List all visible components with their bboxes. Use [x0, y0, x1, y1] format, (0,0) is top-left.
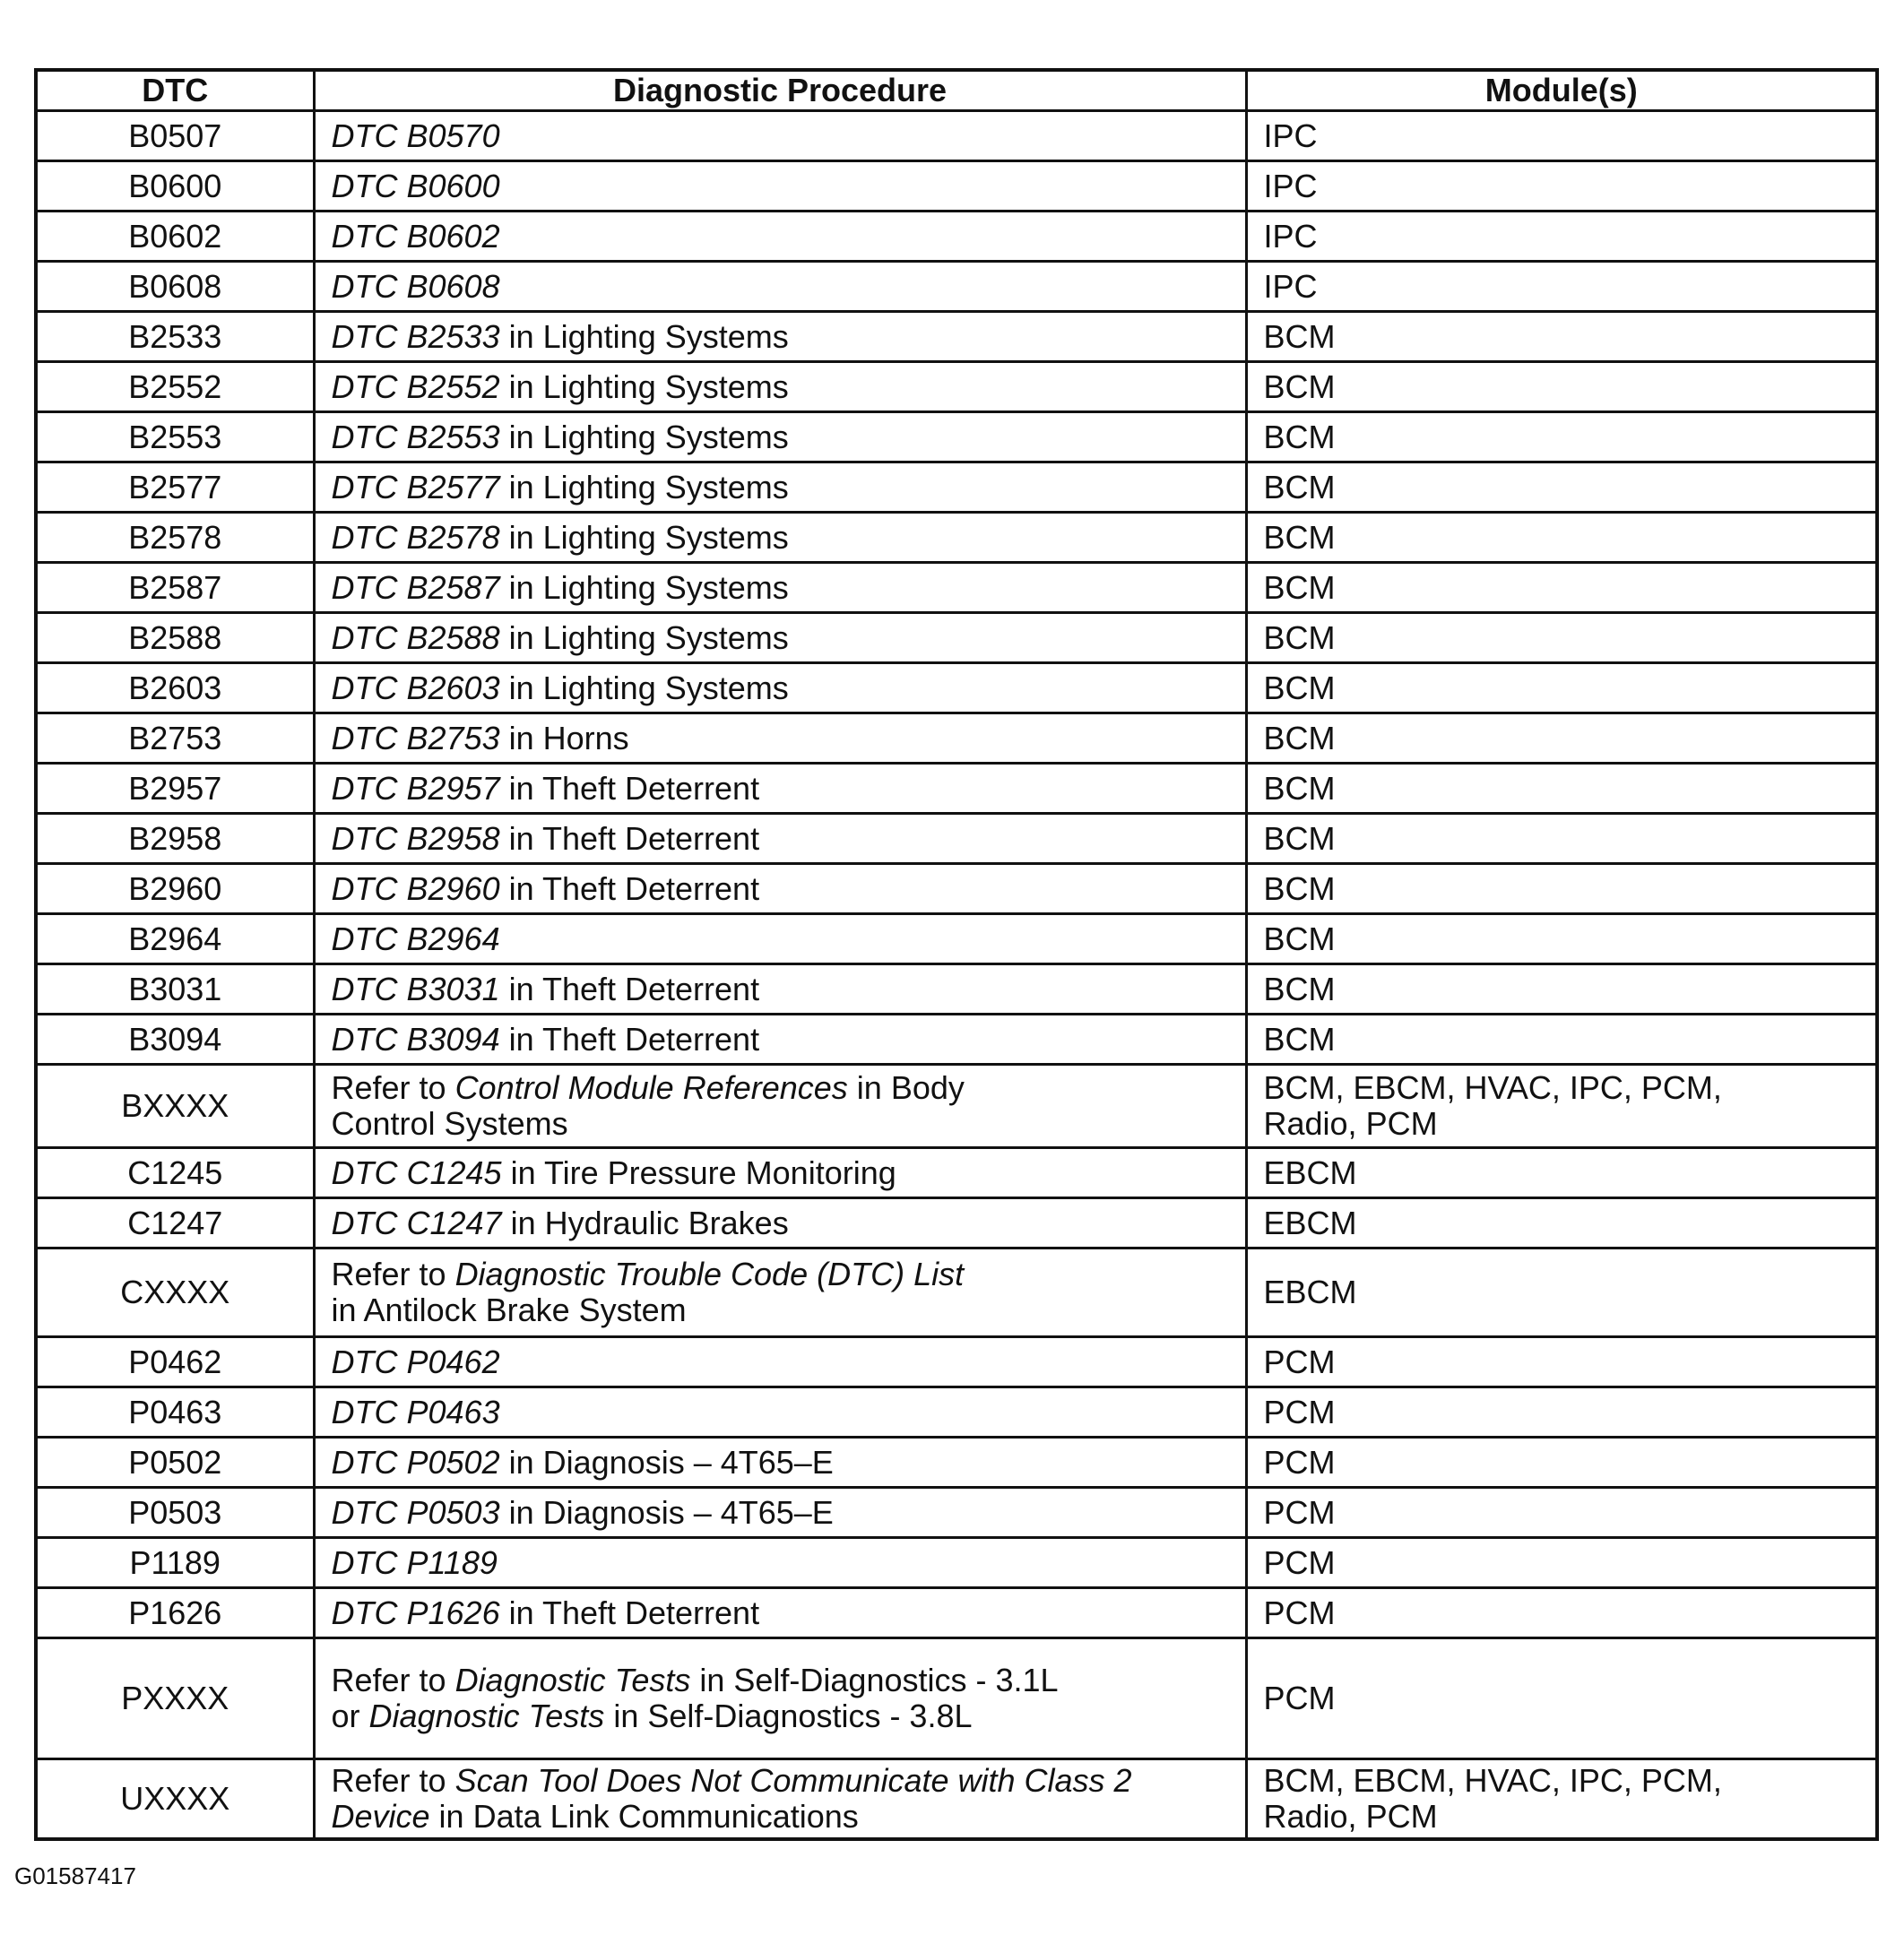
- procedure-text: or: [331, 1698, 369, 1734]
- procedure-line: [332, 269, 1229, 305]
- procedure-line: [332, 419, 1229, 455]
- module-line: BCM: [1263, 518, 1336, 556]
- modules-cell: [1246, 1198, 1877, 1248]
- header-procedure: Diagnostic Procedure: [314, 70, 1246, 111]
- modules-cell: [1246, 1387, 1877, 1438]
- table-row: [36, 1015, 1877, 1065]
- procedure-line: [332, 1106, 1229, 1142]
- procedure-line: [332, 670, 1229, 706]
- table-row: [36, 111, 1877, 161]
- module-line: PCM: [1263, 1680, 1336, 1716]
- procedure-reference: DTC C1247: [331, 1204, 502, 1241]
- procedure-text: in Data Link Communications: [429, 1798, 859, 1835]
- table-body: [36, 111, 1877, 1840]
- procedure-cell: [314, 713, 1246, 764]
- modules-cell: [1246, 613, 1877, 663]
- procedure-line: [332, 972, 1229, 1007]
- procedure-reference: Diagnostic Tests: [368, 1698, 605, 1734]
- procedure-text: in Lighting Systems: [499, 669, 789, 706]
- procedure-cell: [314, 1638, 1246, 1759]
- modules-cell: [1246, 1248, 1877, 1337]
- procedure-text: in Self-Diagnostics - 3.8L: [604, 1698, 973, 1734]
- procedure-text: in Theft Deterrent: [499, 1020, 760, 1058]
- procedure-cell: [314, 412, 1246, 462]
- dtc-code-cell: B2753: [36, 713, 314, 764]
- procedure-line: [332, 1022, 1229, 1058]
- procedure-reference: DTC B2964: [331, 920, 500, 957]
- procedure-line: [332, 771, 1229, 807]
- header-modules: Module(s): [1246, 70, 1877, 111]
- dtc-code-cell: B0608: [36, 262, 314, 312]
- modules-cell: [1246, 713, 1877, 764]
- procedure-reference: DTC B2578: [331, 518, 500, 556]
- module-line: BCM, EBCM, HVAC, IPC, PCM,: [1263, 1069, 1722, 1106]
- procedure-cell: [314, 1337, 1246, 1387]
- module-line: BCM: [1263, 669, 1336, 706]
- procedure-text: in Lighting Systems: [499, 418, 789, 455]
- modules-cell: [1246, 1759, 1877, 1840]
- procedure-cell: [314, 964, 1246, 1015]
- module-line: BCM: [1263, 317, 1336, 355]
- procedure-cell: [314, 1248, 1246, 1337]
- procedure-reference: DTC B0570: [331, 117, 500, 154]
- modules-cell: [1246, 814, 1877, 864]
- table-row: [36, 1148, 1877, 1198]
- module-line: BCM: [1263, 568, 1336, 606]
- procedure-text: in Lighting Systems: [499, 568, 789, 606]
- procedure-reference: DTC B2533: [331, 317, 500, 355]
- procedure-text: in Lighting Systems: [499, 468, 789, 505]
- module-line: BCM: [1263, 1020, 1336, 1058]
- module-line: PCM: [1263, 1594, 1336, 1631]
- dtc-code-cell: B0600: [36, 161, 314, 212]
- procedure-text: in Self-Diagnostics - 3.1L: [690, 1662, 1059, 1698]
- module-line: PCM: [1263, 1343, 1336, 1380]
- procedure-reference: DTC B0608: [331, 267, 500, 305]
- figure-id: G01587417: [14, 1862, 136, 1889]
- procedure-line: [332, 168, 1229, 204]
- table-row: [36, 462, 1877, 513]
- dtc-code-cell: CXXXX: [36, 1248, 314, 1337]
- procedure-text: Refer to: [331, 1069, 455, 1106]
- table-row: [36, 1198, 1877, 1248]
- dtc-code-cell: P0463: [36, 1387, 314, 1438]
- dtc-code-cell: B2957: [36, 764, 314, 814]
- procedure-line: [332, 470, 1229, 505]
- procedure-cell: [314, 613, 1246, 663]
- modules-cell: [1246, 1015, 1877, 1065]
- procedure-cell: [314, 161, 1246, 212]
- procedure-line: [332, 1595, 1229, 1631]
- modules-cell: [1246, 1488, 1877, 1538]
- module-line: PCM: [1263, 1493, 1336, 1531]
- procedure-cell: [314, 212, 1246, 262]
- procedure-cell: [314, 1198, 1246, 1248]
- procedure-cell: [314, 1759, 1246, 1840]
- module-line: BCM: [1263, 367, 1336, 405]
- module-line: IPC: [1263, 217, 1318, 255]
- module-line: Radio, PCM: [1263, 1105, 1438, 1142]
- header-dtc: DTC: [36, 70, 314, 111]
- module-line: BCM: [1263, 769, 1336, 807]
- procedure-reference: DTC B2577: [331, 468, 500, 505]
- modules-cell: [1246, 964, 1877, 1015]
- procedure-reference: DTC B2603: [331, 669, 500, 706]
- procedure-line: [332, 1545, 1229, 1581]
- modules-cell: [1246, 914, 1877, 964]
- modules-cell: [1246, 764, 1877, 814]
- module-line: PCM: [1263, 1443, 1336, 1481]
- procedure-reference: DTC B2958: [331, 819, 500, 857]
- module-line: PCM: [1263, 1543, 1336, 1581]
- procedure-reference: DTC B3031: [331, 970, 500, 1007]
- procedure-reference: Device: [331, 1798, 430, 1835]
- procedure-line: [332, 118, 1229, 154]
- table-row: [36, 362, 1877, 412]
- modules-cell: [1246, 212, 1877, 262]
- table-row: [36, 1248, 1877, 1337]
- procedure-line: [332, 1445, 1229, 1481]
- table-row: [36, 814, 1877, 864]
- dtc-code-cell: B2964: [36, 914, 314, 964]
- procedure-text: in Lighting Systems: [499, 317, 789, 355]
- module-line: Radio, PCM: [1263, 1798, 1438, 1835]
- procedure-cell: [314, 814, 1246, 864]
- procedure-reference: DTC B2588: [331, 618, 500, 656]
- table-row: [36, 262, 1877, 312]
- dtc-code-cell: B2587: [36, 563, 314, 613]
- procedure-cell: [314, 1588, 1246, 1638]
- header-row: [36, 70, 1877, 111]
- module-line: IPC: [1263, 167, 1318, 204]
- table-row: [36, 212, 1877, 262]
- dtc-code-cell: B0602: [36, 212, 314, 262]
- table-row: [36, 1588, 1877, 1638]
- procedure-line: [332, 871, 1229, 907]
- procedure-line: [332, 1155, 1229, 1191]
- modules-cell: [1246, 1638, 1877, 1759]
- modules-cell: [1246, 1337, 1877, 1387]
- module-line: BCM: [1263, 970, 1336, 1007]
- procedure-text: in Hydraulic Brakes: [501, 1204, 789, 1241]
- procedure-text: Refer to: [331, 1256, 455, 1292]
- module-line: IPC: [1263, 117, 1318, 154]
- procedure-cell: [314, 312, 1246, 362]
- procedure-line: [332, 1799, 1229, 1835]
- modules-cell: [1246, 563, 1877, 613]
- module-line: EBCM: [1263, 1153, 1357, 1191]
- module-line: EBCM: [1263, 1204, 1357, 1241]
- procedure-reference: DTC B2552: [331, 367, 500, 405]
- procedure-text: in Body: [847, 1069, 965, 1106]
- table-row: [36, 964, 1877, 1015]
- procedure-reference: DTC P0503: [331, 1493, 500, 1531]
- modules-cell: [1246, 462, 1877, 513]
- module-line: BCM: [1263, 920, 1336, 957]
- modules-cell: [1246, 362, 1877, 412]
- procedure-reference: DTC P0463: [331, 1393, 500, 1430]
- procedure-cell: [314, 764, 1246, 814]
- modules-cell: [1246, 663, 1877, 713]
- dtc-code-cell: B3031: [36, 964, 314, 1015]
- procedure-reference: DTC P1189: [331, 1543, 498, 1581]
- modules-cell: [1246, 513, 1877, 563]
- procedure-text: in Theft Deterrent: [499, 869, 760, 907]
- modules-cell: [1246, 312, 1877, 362]
- table-row: [36, 1538, 1877, 1588]
- procedure-line: [332, 219, 1229, 255]
- table-row: [36, 1638, 1877, 1759]
- dtc-code-cell: B2603: [36, 663, 314, 713]
- procedure-cell: [314, 1438, 1246, 1488]
- procedure-text: in Horns: [499, 719, 629, 756]
- table-row: [36, 563, 1877, 613]
- module-line: BCM, EBCM, HVAC, IPC, PCM,: [1263, 1762, 1722, 1799]
- procedure-reference: DTC B3094: [331, 1020, 500, 1058]
- dtc-code-cell: P1626: [36, 1588, 314, 1638]
- modules-cell: [1246, 161, 1877, 212]
- dtc-code-cell: P0502: [36, 1438, 314, 1488]
- modules-cell: [1246, 1065, 1877, 1148]
- procedure-cell: [314, 362, 1246, 412]
- dtc-code-cell: B0507: [36, 111, 314, 161]
- dtc-code-cell: P0503: [36, 1488, 314, 1538]
- procedure-cell: [314, 1148, 1246, 1198]
- table-row: [36, 1759, 1877, 1840]
- procedure-reference: Scan Tool Does Not Communicate with Class 2: [454, 1762, 1132, 1799]
- procedure-line: [332, 369, 1229, 405]
- dtc-code-cell: P1189: [36, 1538, 314, 1588]
- procedure-line: [332, 1698, 1229, 1734]
- table-row: [36, 663, 1877, 713]
- procedure-cell: [314, 914, 1246, 964]
- procedure-reference: DTC B2957: [331, 769, 500, 807]
- dtc-table: [34, 68, 1879, 1841]
- dtc-code-cell: B2533: [36, 312, 314, 362]
- table-row: [36, 764, 1877, 814]
- table-row: [36, 1337, 1877, 1387]
- procedure-reference: DTC B2960: [331, 869, 500, 907]
- dtc-code-cell: UXXXX: [36, 1759, 314, 1840]
- procedure-line: [332, 1495, 1229, 1531]
- module-line: BCM: [1263, 869, 1336, 907]
- procedure-line: [332, 1395, 1229, 1430]
- dtc-code-cell: B2588: [36, 613, 314, 663]
- module-line: PCM: [1263, 1393, 1336, 1430]
- module-line: IPC: [1263, 267, 1318, 305]
- procedure-text: in Diagnosis – 4T65–E: [499, 1443, 834, 1481]
- procedure-cell: [314, 1015, 1246, 1065]
- procedure-cell: [314, 1065, 1246, 1148]
- module-line: BCM: [1263, 418, 1336, 455]
- table-row: [36, 1387, 1877, 1438]
- dtc-code-cell: B2553: [36, 412, 314, 462]
- dtc-code-cell: B2958: [36, 814, 314, 864]
- procedure-line: [332, 520, 1229, 556]
- modules-cell: [1246, 864, 1877, 914]
- procedure-text: in Theft Deterrent: [499, 970, 760, 1007]
- table-row: [36, 1065, 1877, 1148]
- procedure-line: [332, 821, 1229, 857]
- procedure-text: Refer to: [331, 1662, 455, 1698]
- module-line: EBCM: [1263, 1274, 1357, 1310]
- module-line: BCM: [1263, 468, 1336, 505]
- procedure-reference: DTC B2553: [331, 418, 500, 455]
- module-line: BCM: [1263, 719, 1336, 756]
- procedure-reference: DTC B0602: [331, 217, 500, 255]
- procedure-cell: [314, 663, 1246, 713]
- modules-cell: [1246, 1538, 1877, 1588]
- procedure-line: [332, 620, 1229, 656]
- dtc-code-cell: C1247: [36, 1198, 314, 1248]
- dtc-code-cell: B2552: [36, 362, 314, 412]
- procedure-text: in Lighting Systems: [499, 367, 789, 405]
- procedure-line: [332, 1205, 1229, 1241]
- table-row: [36, 864, 1877, 914]
- procedure-line: [332, 1070, 1229, 1106]
- procedure-cell: [314, 1387, 1246, 1438]
- table-row: [36, 1488, 1877, 1538]
- procedure-cell: [314, 513, 1246, 563]
- dtc-code-cell: P0462: [36, 1337, 314, 1387]
- dtc-code-cell: B3094: [36, 1015, 314, 1065]
- procedure-line: [332, 1663, 1229, 1698]
- procedure-reference: DTC P1626: [331, 1594, 500, 1631]
- procedure-line: [332, 1257, 1229, 1292]
- table-row: [36, 513, 1877, 563]
- procedure-text: in Lighting Systems: [499, 618, 789, 656]
- modules-cell: [1246, 1588, 1877, 1638]
- module-line: BCM: [1263, 819, 1336, 857]
- table-row: [36, 914, 1877, 964]
- dtc-code-cell: BXXXX: [36, 1065, 314, 1148]
- procedure-line: [332, 1344, 1229, 1380]
- procedure-line: [332, 319, 1229, 355]
- procedure-cell: [314, 1538, 1246, 1588]
- table-row: [36, 1438, 1877, 1488]
- procedure-text: Refer to: [331, 1762, 455, 1799]
- procedure-reference: Diagnostic Tests: [454, 1662, 691, 1698]
- dtc-code-cell: PXXXX: [36, 1638, 314, 1759]
- procedure-text: in Tire Pressure Monitoring: [501, 1153, 896, 1191]
- procedure-reference: Diagnostic Trouble Code (DTC) List: [454, 1256, 965, 1292]
- procedure-cell: [314, 563, 1246, 613]
- procedure-line: [332, 1292, 1229, 1328]
- modules-cell: [1246, 262, 1877, 312]
- table-row: [36, 161, 1877, 212]
- procedure-text: in Theft Deterrent: [499, 819, 760, 857]
- modules-cell: [1246, 111, 1877, 161]
- procedure-reference: DTC B2753: [331, 719, 500, 756]
- procedure-text: in Antilock Brake System: [331, 1292, 687, 1328]
- procedure-cell: [314, 111, 1246, 161]
- procedure-reference: DTC P0502: [331, 1443, 500, 1481]
- modules-cell: [1246, 412, 1877, 462]
- dtc-code-cell: B2578: [36, 513, 314, 563]
- procedure-cell: [314, 262, 1246, 312]
- table-row: [36, 312, 1877, 362]
- procedure-cell: [314, 1488, 1246, 1538]
- procedure-line: [332, 721, 1229, 756]
- procedure-line: [332, 570, 1229, 606]
- procedure-reference: Control Module References: [454, 1069, 848, 1106]
- procedure-line: [332, 921, 1229, 957]
- table-row: [36, 713, 1877, 764]
- procedure-reference: DTC P0462: [331, 1343, 500, 1380]
- dtc-code-cell: C1245: [36, 1148, 314, 1198]
- modules-cell: [1246, 1438, 1877, 1488]
- table-row: [36, 613, 1877, 663]
- procedure-text: in Theft Deterrent: [499, 1594, 760, 1631]
- procedure-reference: DTC B0600: [331, 167, 500, 204]
- modules-cell: [1246, 1148, 1877, 1198]
- procedure-reference: DTC C1245: [331, 1153, 502, 1191]
- dtc-code-cell: B2577: [36, 462, 314, 513]
- procedure-text: in Diagnosis – 4T65–E: [499, 1493, 834, 1531]
- dtc-code-cell: B2960: [36, 864, 314, 914]
- procedure-text: in Theft Deterrent: [499, 769, 760, 807]
- procedure-cell: [314, 462, 1246, 513]
- procedure-line: [332, 1763, 1229, 1799]
- module-line: BCM: [1263, 618, 1336, 656]
- procedure-reference: DTC B2587: [331, 568, 500, 606]
- procedure-cell: [314, 864, 1246, 914]
- table-row: [36, 412, 1877, 462]
- procedure-text: in Lighting Systems: [499, 518, 789, 556]
- procedure-text: Control Systems: [331, 1105, 568, 1142]
